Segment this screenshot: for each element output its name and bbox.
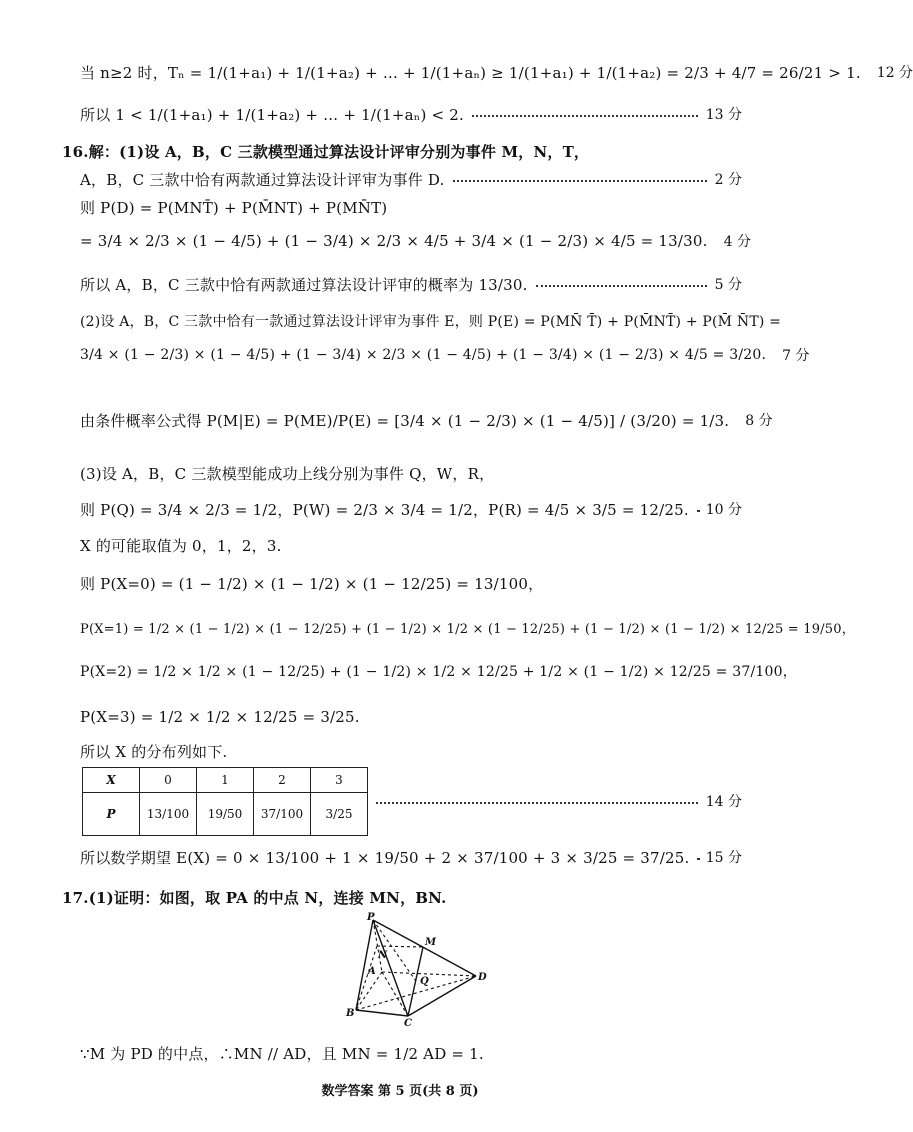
- label-n: N: [378, 950, 388, 961]
- table-cell: 0: [140, 767, 197, 792]
- label-b: B: [346, 1008, 355, 1019]
- table-cell: 2: [254, 767, 311, 792]
- line-x-values: [80, 534, 742, 556]
- edge-pc: [373, 920, 408, 1016]
- label-m: M: [425, 937, 437, 948]
- line-text: X 的可能取值为 0，1，2，3.: [80, 536, 282, 555]
- line-text: A，B，C 三款中恰有两款通过算法设计评审为事件 D.: [80, 170, 445, 189]
- line-text: (2)设 A，B，C 三款中恰有一款通过算法设计评审为事件 E，则 P(E) = P(MN̄ T̄) + P(M̄NT̄) + P(M̄ N̄T) =: [80, 314, 782, 330]
- label-p: P: [367, 912, 375, 923]
- dot-leader: [453, 180, 707, 182]
- line-conditional-prob: [80, 398, 773, 442]
- edge-pd: [373, 920, 476, 976]
- dot-leader: [472, 115, 698, 117]
- edge-ad: [382, 972, 476, 976]
- line-pd-conclusion: [80, 270, 742, 298]
- distribution-table: [82, 767, 368, 836]
- table-cell: 13/100: [140, 792, 197, 835]
- line-pq-pw-pr: [80, 494, 742, 524]
- line-distribution-intro: [80, 740, 742, 762]
- label-q: Q: [420, 976, 429, 987]
- table-cell: X: [83, 767, 140, 792]
- score-label: 2 分: [714, 172, 742, 188]
- label-a: A: [368, 966, 376, 977]
- score-label: 8 分: [745, 413, 773, 429]
- table-cell: 3/25: [311, 792, 368, 835]
- line-text: = 3/4 × 2/3 × (1 − 4/5) + (1 − 3/4) × 2/3 × 4/5 + 3/4 × (1 − 2/3) × 4/5 = 13/30.: [80, 232, 708, 250]
- table-cell: P: [83, 792, 140, 835]
- line-text: 所以 1 < 1/(1+a₁) + 1/(1+a₂) + … + 1/(1+aₙ) < 2.: [80, 105, 464, 124]
- dot-leader: [536, 285, 707, 287]
- score-label: 15 分: [705, 850, 742, 866]
- table-row: [83, 792, 368, 835]
- table-header-row: [83, 767, 368, 792]
- line-text: 17.(1)证明：如图，取 PA 的中点 N，连接 MN，BN.: [62, 888, 447, 907]
- label-d: D: [478, 972, 487, 983]
- line-event-e: [80, 310, 782, 332]
- line-px0: [80, 568, 742, 598]
- line-text: P(X=1) = 1/2 × (1 − 1/2) × (1 − 12/25) + (1 − 1/2) × 1/2 × (1 − 12/25) + (1 − 1/2) × (1 − 1/2) × 12/25 = 19/50，: [80, 621, 855, 637]
- line-text: P(X=2) = 1/2 × 1/2 × (1 − 12/25) + (1 − 1/2) × 1/2 × 12/25 + 1/2 × (1 − 1/2) × 12/25 = 37/100，: [80, 664, 797, 680]
- line-text: 所以数学期望 E(X) = 0 × 13/100 + 1 × 19/50 + 2 × 37/100 + 3 × 3/25 = 37/25.: [80, 848, 690, 867]
- line-text: 3/4 × (1 − 2/3) × (1 − 4/5) + (1 − 3/4) × 2/3 × (1 − 4/5) + (1 − 3/4) × (1 − 2/3) × 4/5 = 3/20.: [80, 347, 767, 363]
- distribution-row: [82, 768, 742, 834]
- line-px3: [80, 702, 742, 732]
- line-text: 所以 X 的分布列如下.: [80, 742, 228, 761]
- line-q16-intro: [62, 140, 742, 162]
- dot-leader: [697, 510, 698, 512]
- line-pd-formula: [80, 196, 742, 218]
- score-label: 5 分: [714, 277, 742, 293]
- line-text: (3)设 A，B，C 三款模型能成功上线分别为事件 Q，W，R，: [80, 464, 495, 483]
- table-cell: 37/100: [254, 792, 311, 835]
- line-text: 则 P(D) = P(MNT̄) + P(M̄NT) + P(MN̄T): [80, 198, 388, 217]
- score-label: 12 分: [876, 65, 913, 81]
- line-text: 则 P(Q) = 3/4 × 2/3 = 1/2，P(W) = 2/3 × 3/4 = 1/2，P(R) = 4/5 × 3/5 = 12/25.: [80, 500, 689, 519]
- line-text: P(X=3) = 1/2 × 1/2 × 12/25 = 3/25.: [80, 708, 360, 726]
- score-label: 4 分: [723, 234, 751, 250]
- edge-cd: [408, 976, 476, 1016]
- score-label: 13 分: [705, 107, 742, 123]
- line-pe-value: [80, 340, 810, 370]
- table-cell: 3: [311, 767, 368, 792]
- line-text: 所以 A，B，C 三款中恰有两款通过算法设计评审的概率为 13/30.: [80, 275, 528, 294]
- line-px2: [80, 656, 797, 686]
- line-px1: [80, 612, 855, 642]
- line-text: 则 P(X=0) = (1 − 1/2) × (1 − 1/2) × (1 − 12/25) = 13/100，: [80, 574, 544, 593]
- line-pd-value: [80, 226, 751, 256]
- table-cell: 1: [197, 767, 254, 792]
- edge-nm: [377, 946, 423, 947]
- score-label: 7 分: [782, 348, 810, 364]
- score-label: 10 分: [705, 502, 742, 518]
- pyramid-figure: [338, 912, 488, 1027]
- line-conclusion-tn: [80, 100, 742, 128]
- edge-bc: [356, 1010, 408, 1016]
- page-footer: 数学答案 第 5 页(共 8 页): [321, 1084, 479, 1099]
- line-event-d: [80, 168, 742, 190]
- dot-leader: [376, 802, 698, 804]
- line-tn-bound: [80, 58, 913, 86]
- label-c: C: [404, 1018, 412, 1029]
- score-label: 14 分: [705, 794, 742, 810]
- line-mn-midline: [80, 1040, 742, 1066]
- table-cell: 19/50: [197, 792, 254, 835]
- line-q16-part3: [80, 462, 742, 484]
- line-text: 16.解：(1)设 A，B，C 三款模型通过算法设计评审分别为事件 M，N，T，: [62, 142, 590, 161]
- line-expectation: [80, 842, 742, 872]
- line-text: 当 n≥2 时，Tₙ = 1/(1+a₁) + 1/(1+a₂) + … + 1/(1+aₙ) ≥ 1/(1+a₁) + 1/(1+a₂) = 2/3 + 4/7 = 26/21 > 1.: [80, 63, 861, 82]
- line-q17-intro: [62, 886, 742, 908]
- line-text: ∵M 为 PD 的中点，∴MN // AD，且 MN = 1/2 AD = 1.: [80, 1044, 484, 1063]
- line-text: 由条件概率公式得 P(M|E) = P(ME)/P(E) = [3/4 × (1 − 2/3) × (1 − 4/5)] / (3/20) = 1/3.: [80, 411, 730, 430]
